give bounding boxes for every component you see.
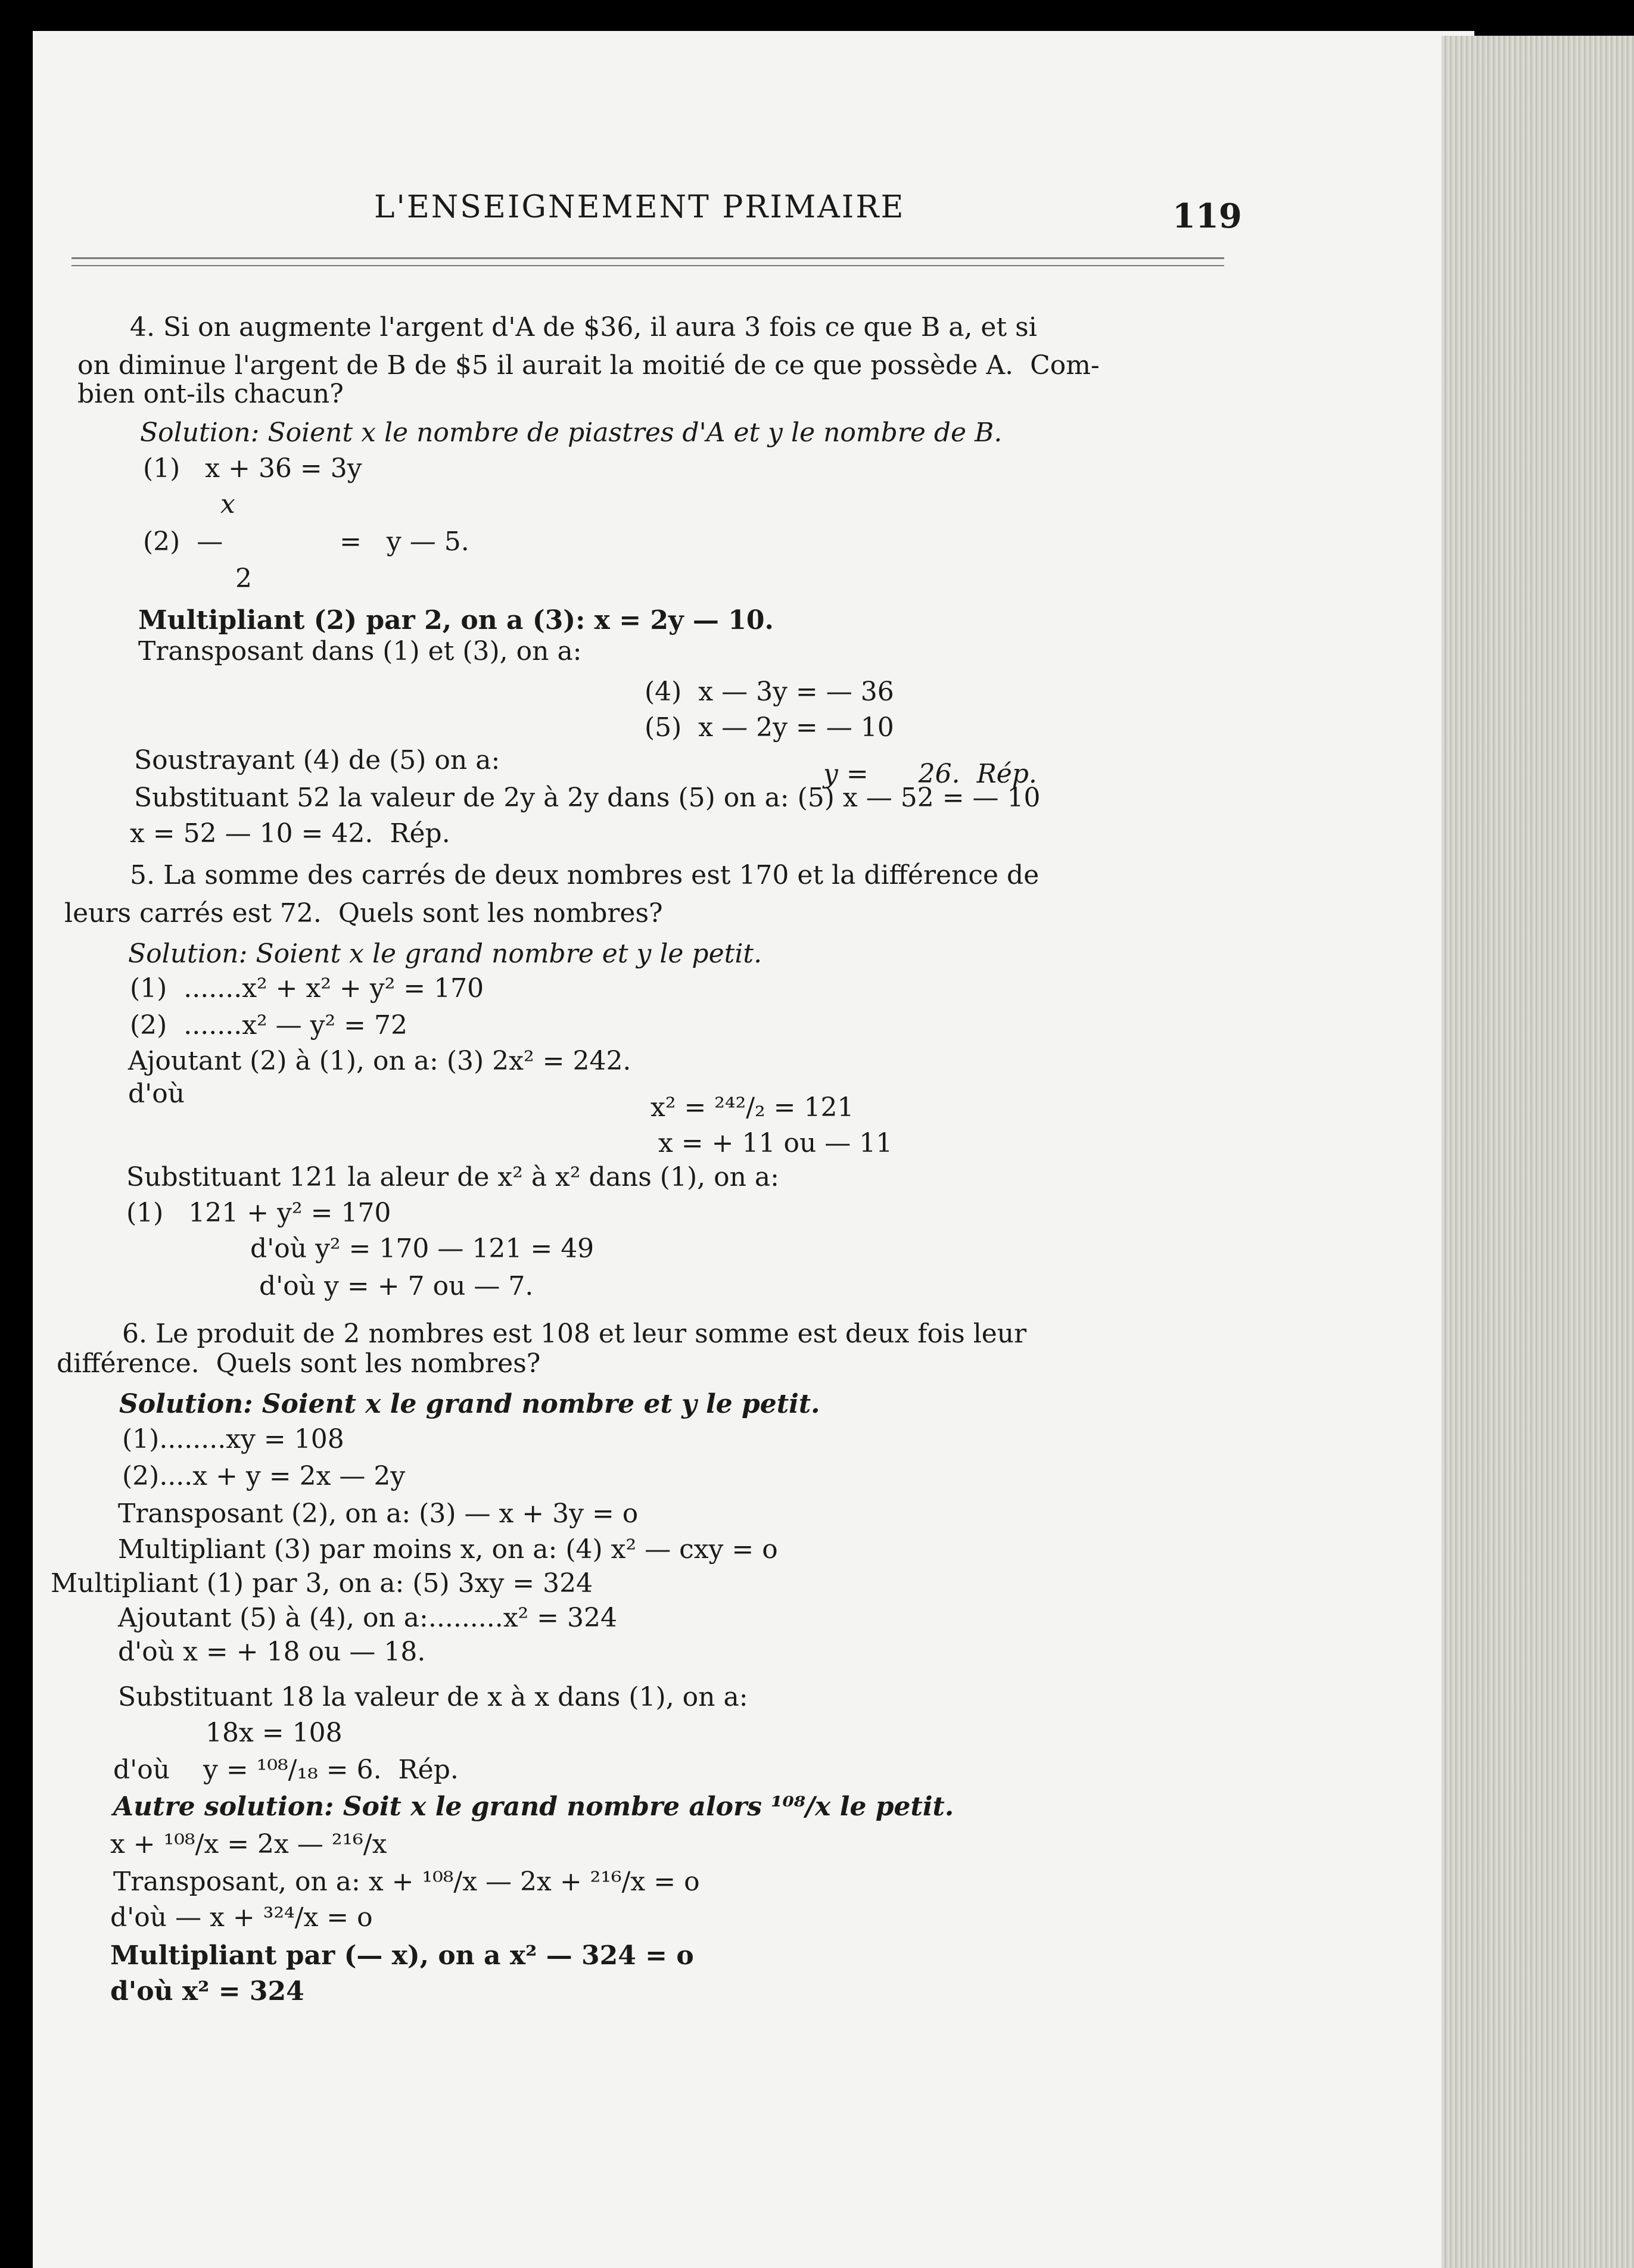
equation-line: x = 52 — 10 = 42. Rép. [130,818,450,849]
equation-line: (1)........xy = 108 [122,1424,344,1454]
equation-line: (2) — = y — 5. [143,526,469,557]
equation-line: (2)....x + y = 2x — 2y [122,1461,406,1491]
equation-line: (1) .......x² + x² + y² = 170 [130,973,484,1004]
solution-line: Solution: Soient x le grand nombre et y le petit. [128,939,762,969]
equation-line: (5) x — 2y = — 10 [645,712,894,743]
text-line: Substituant 52 la valeur de 2y à 2y dans (5) on a: (5) x — 52 = — 10 [134,783,1041,813]
equation-line: x² = ²⁴²/₂ = 121 [651,1092,854,1123]
equation-line: d'où y = ¹⁰⁸/₁₈ = 6. Rép. [113,1755,459,1785]
text-line: 5. La somme des carrés de deux nombres est 170 et la différence de [130,860,1039,890]
text-line: Ajoutant (5) à (4), on a:.........x² = 324 [118,1603,618,1633]
text-line: leurs carrés est 72. Quels sont les nombres? [64,898,663,929]
equation-line: (2) .......x² — y² = 72 [130,1010,407,1040]
text-line: Transposant dans (1) et (3), on a: [138,636,582,666]
equation-line: (1) 121 + y² = 170 [126,1198,391,1228]
text-line: on diminue l'argent de B de $5 il aurait la moitié de ce que possède A. Com- [77,350,1100,381]
equation-line: (4) x — 3y = — 36 [645,677,894,707]
text-line: Substituant 18 la valeur de x à x dans (1), on a: [118,1682,748,1712]
header-rule [71,257,1224,259]
text-line: Multipliant (1) par 3, on a: (5) 3xy = 324 [51,1568,593,1599]
page-number: 119 [1172,197,1242,236]
text-line: Multipliant (2) par 2, on a (3): x = 2y — 10. [138,605,774,635]
equation-line: x = + 11 ou — 11 [658,1128,893,1158]
equation-line: x + ¹⁰⁸/x = 2x — ²¹⁶/x [110,1829,387,1859]
page-edge [1442,36,1634,2268]
text-line: 4. Si on augmente l'argent d'A de $36, il aura 3 fois ce que B a, et si [130,312,1037,342]
solution-line: Solution: Soient x le grand nombre et y le petit. [119,1389,820,1419]
text-line: Transposant (2), on a: (3) — x + 3y = o [118,1498,639,1529]
text-line: Soustrayant (4) de (5) on a: [134,745,500,775]
header-rule-2 [71,265,1224,266]
solution-line: Autre solution: Soit x le grand nombre alors ¹⁰⁸/x le petit. [113,1792,954,1822]
fraction-numerator: x [220,489,235,519]
text-line: différence. Quels sont les nombres? [57,1348,541,1379]
text-line: d'où [128,1079,185,1109]
text-line: Transposant, on a: x + ¹⁰⁸/x — 2x + ²¹⁶/x = o [113,1867,700,1897]
text-line: bien ont-ils chacun? [77,379,344,409]
solution-line: Solution: Soient x le nombre de piastres d'A et y le nombre de B. [140,418,1003,448]
text-line: 6. Le produit de 2 nombres est 108 et leur somme est deux fois leur [122,1319,1027,1349]
equation-line: d'où y = + 7 ou — 7. [259,1271,534,1301]
equation-line: d'où x² = 324 [110,1976,304,2007]
equation-line: y = 26. Rép. [823,759,1037,789]
equation-line: 18x = 108 [206,1718,343,1748]
text-line: d'où x = + 18 ou — 18. [118,1637,426,1667]
text-line: Ajoutant (2) à (1), on a: (3) 2x² = 242. [128,1046,631,1076]
equation-line: d'où — x + ³²⁴/x = o [110,1902,373,1933]
text-line: Multipliant (3) par moins x, on a: (4) x² — cxy = o [118,1534,778,1565]
fraction-denominator: 2 [235,563,252,594]
running-header: L'ENSEIGNEMENT PRIMAIRE [374,189,905,225]
text-line: Multipliant par (— x), on a x² — 324 = o [110,1940,694,1971]
text-line: Substituant 121 la aleur de x² à x² dans (1), on a: [126,1162,779,1192]
equation-line: (1) x + 36 = 3y [143,453,362,484]
equation-line: d'où y² = 170 — 121 = 49 [250,1233,595,1264]
